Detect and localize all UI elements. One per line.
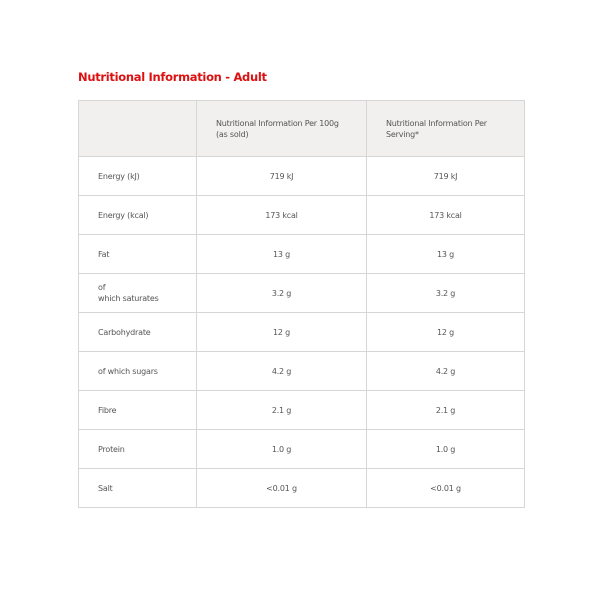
table-row-energy-kj bbox=[79, 157, 525, 196]
value-per-100g: 719 kJ bbox=[197, 157, 367, 196]
nutrition-table bbox=[78, 100, 525, 508]
row-label: Energy (kcal) bbox=[79, 196, 197, 235]
value-per-100g: 1.0 g bbox=[197, 430, 367, 469]
value-per-serving: 2.1 g bbox=[367, 391, 525, 430]
row-label: Carbohydrate bbox=[79, 313, 197, 352]
row-label-line: which saturates bbox=[98, 294, 159, 303]
header-cell-nutrient bbox=[79, 101, 197, 157]
row-label: Fat bbox=[79, 235, 197, 274]
table-row-protein bbox=[79, 430, 525, 469]
table-row-fibre bbox=[79, 391, 525, 430]
value-per-100g: 3.2 g bbox=[197, 274, 367, 313]
row-label: of which sugars bbox=[79, 352, 197, 391]
value-per-serving: 173 kcal bbox=[367, 196, 525, 235]
table-row-saturates bbox=[79, 274, 525, 313]
row-label: Protein bbox=[79, 430, 197, 469]
value-per-100g: 4.2 g bbox=[197, 352, 367, 391]
header-cell-per-serving: Nutritional Information Per Serving* bbox=[367, 101, 525, 157]
table-row-carbohydrate bbox=[79, 313, 525, 352]
table-row-fat bbox=[79, 235, 525, 274]
table-row-energy-kcal bbox=[79, 196, 525, 235]
table-header-row bbox=[79, 101, 525, 157]
row-label bbox=[79, 274, 197, 313]
value-per-serving: 4.2 g bbox=[367, 352, 525, 391]
row-label: Salt bbox=[79, 469, 197, 508]
value-per-100g: <0.01 g bbox=[197, 469, 367, 508]
value-per-serving: 13 g bbox=[367, 235, 525, 274]
value-per-100g: 12 g bbox=[197, 313, 367, 352]
value-per-serving: <0.01 g bbox=[367, 469, 525, 508]
value-per-serving: 3.2 g bbox=[367, 274, 525, 313]
value-per-serving: 719 kJ bbox=[367, 157, 525, 196]
value-per-100g: 13 g bbox=[197, 235, 367, 274]
value-per-100g: 173 kcal bbox=[197, 196, 367, 235]
value-per-serving: 12 g bbox=[367, 313, 525, 352]
row-label: Energy (kJ) bbox=[79, 157, 197, 196]
value-per-serving: 1.0 g bbox=[367, 430, 525, 469]
table-title: Nutritional Information - Adult bbox=[78, 70, 267, 84]
row-label-line: of bbox=[98, 283, 106, 292]
row-label: Fibre bbox=[79, 391, 197, 430]
table-row-salt bbox=[79, 469, 525, 508]
header-cell-per-100g: Nutritional Information Per 100g (as sold) bbox=[197, 101, 367, 157]
table-row-sugars bbox=[79, 352, 525, 391]
value-per-100g: 2.1 g bbox=[197, 391, 367, 430]
